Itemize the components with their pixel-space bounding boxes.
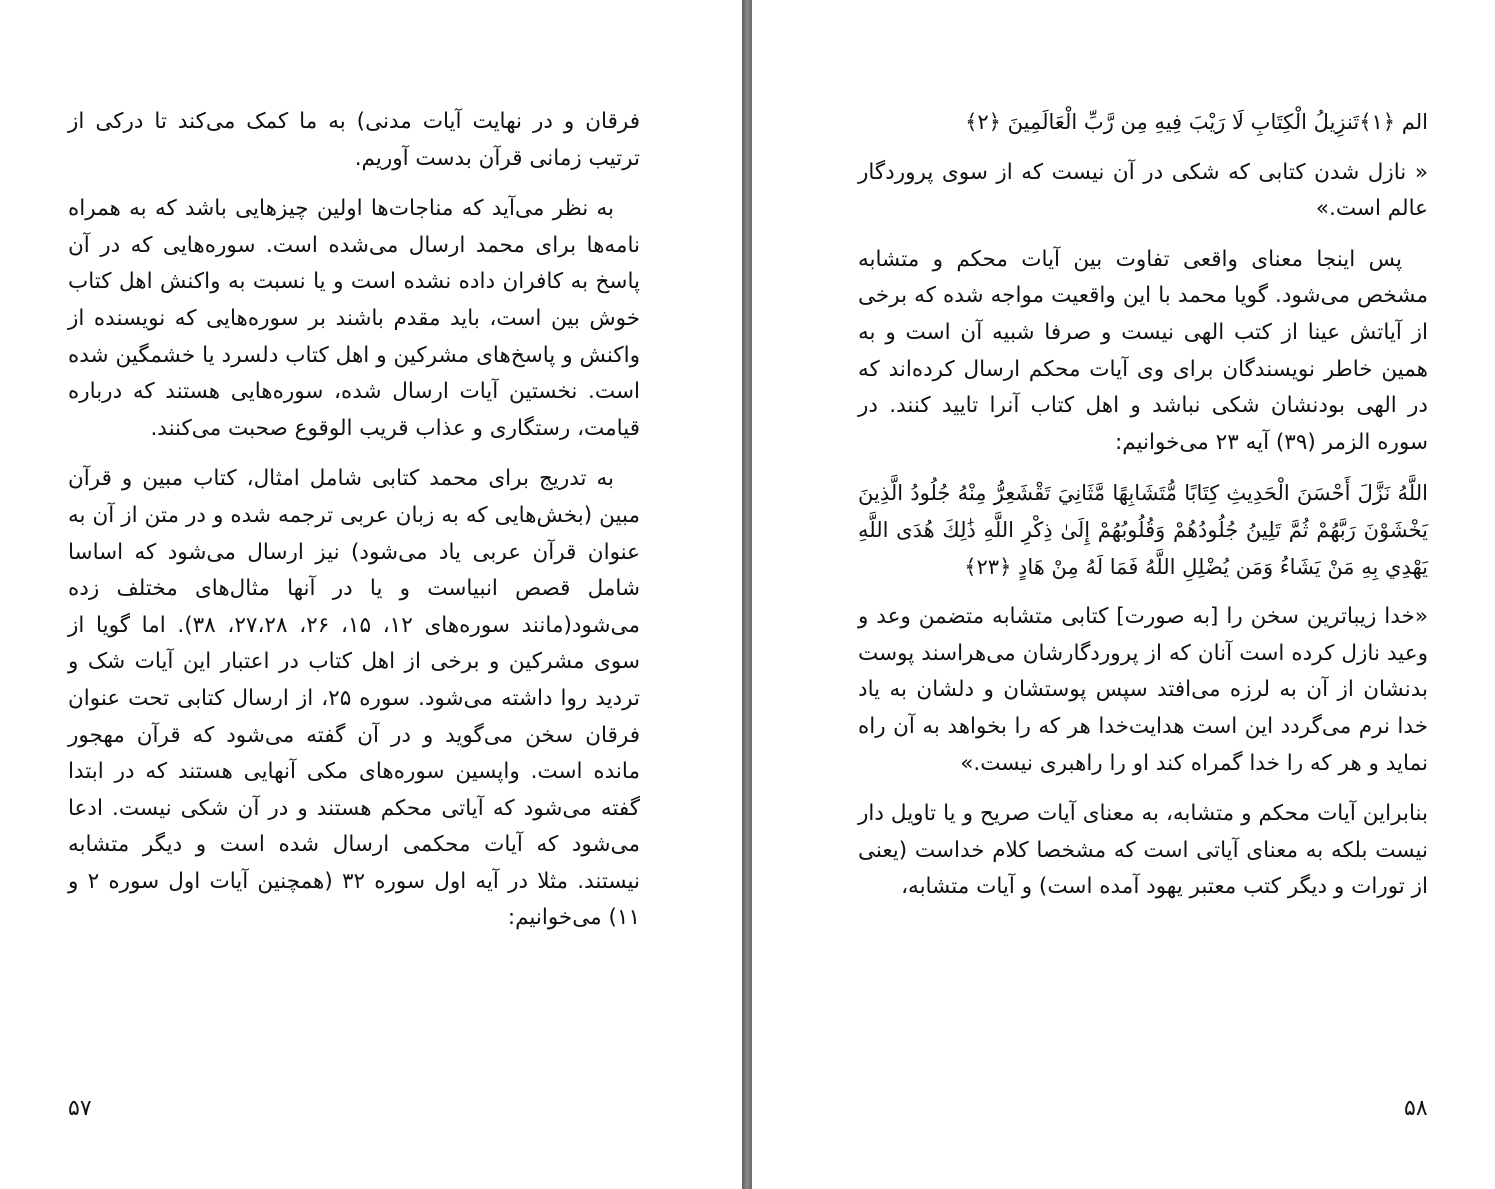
left-paragraph-3: به تدریج برای محمد کتابی شامل امثال، کتاب مبین و قرآن مبین (بخش‌هایی که به زبان عربی ترجمه شده و در متن از آن به عنوان قرآن عربی یاد می‌شود) نیز ارسال می‌شود که اساسا شامل قصص انبیاست و یا در آنها مثال‌های مختلف زده می‌شود(مانند سوره‌های ۱۲، ۱۵، ۲۶، ۲۷،۲۸، ۳۸). اما گویا از سوی مشرکین و برخی از اهل کتاب در اعتبار این آیات شک و تردید روا داشته می‌شود. سوره ۲۵، از ارسال کتابی تحت عنوان فرقان سخن می‌گوید و در آن گفته می‌شود که قرآن مهجور مانده است. واپسین سوره‌های مکی آنهایی هستند که در ابتدا گفته می‌شود که آیاتی محکم هستند و در آن شکی نیست. ادعا می‌شود که آیات محکمی ارسال شده است و دیگر متشابه نیستند. مثلا در آیه اول سوره ۳۲ (همچنین آیات اول سوره ۲ و ۱۱) می‌خوانیم: <box>68 466 640 931</box>
left-page-number: ۵۷ <box>68 1096 92 1121</box>
left-page <box>0 0 742 1189</box>
right-page-number: ۵۸ <box>1404 1096 1428 1121</box>
right-page <box>752 0 1495 1189</box>
right-page-body <box>858 104 1428 920</box>
right-paragraph-1: پس اینجا معنای واقعی تفاوت بین آیات محکم و متشابه مشخص می‌شود. گویا محمد با این واقعیت مواجه شده که برخی از آیاتش عینا از کتب الهی نیست و صرفا شبیه آن است و به همین خاطر نویسندگان برای وی آیات محکم ارسال کرده‌اند که در الهی بودنشان شکی نباشد و اهل کتاب آنرا تایید کنند. در سوره الزمر (۳۹) آیه ۲۳ می‌خوانیم: <box>858 246 1428 455</box>
right-paragraph-2: بنابراین آیات محکم و متشابه، به معنای آیات صریح و یا تاویل دار نیست بلکه به معنای آیاتی است که مشخصا کلام خداست (یعنی از تورات و دیگر کتب معتبر یهود آمده است) و آیات متشابه، <box>858 801 1428 900</box>
quran-verse-2: اللَّهُ نَزَّلَ أَحْسَنَ الْحَدِيثِ كِتَابًا مُّتَشَابِهًا مَّثَانِيَ تَقْشَعِرُّ مِنْهُ جُلُودُ الَّذِينَ يَخْشَوْنَ رَبَّهُمْ ثُمَّ تَلِينُ جُلُودُهُمْ وَقُلُوبُهُمْ إِلَىٰ ذِكْرِ اللَّهِ ذَٰلِكَ هُدَى اللَّهِ يَهْدِي بِهِ مَنْ يَشَاءُ وَمَن يُضْلِلِ اللَّهُ فَمَا لَهُ مِنْ هَادٍ ﴿٢٣﴾ <box>858 481 1428 579</box>
quran-verse-1: الم ﴿١﴾تَنزِيلُ الْكِتَابِ لَا رَيْبَ فِيهِ مِن رَّبِّ الْعَالَمِينَ ﴿٢﴾ <box>965 110 1428 134</box>
verse-1-translation: « نازل شدن کتابی که شکی در آن نیست که از سوی پروردگار عالم است.» <box>858 159 1428 222</box>
verse-2-translation: «خدا زیباترین سخن را [به صورت] کتابی متشابه متضمن وعد و وعید نازل کرده است آنان که از پروردگارشان می‌هراسند پوست بدنشان از آن به لرزه می‌افتد سپس پوستشان و دلشان به یاد خدا نرم می‌گردد این است هدایت‌خدا هر که را بخواهد به آن راه نماید و هر که را خدا گمراه کند او را راهبری نیست.» <box>858 604 1428 776</box>
left-paragraph-2: به نظر می‌آید که مناجات‌ها اولین چیزهایی باشد که به همراه نامه‌ها برای محمد ارسال می‌شده است. سوره‌هایی که در آن پاسخ به کافران داده نشده است و یا نسبت به واکنش اهل کتاب خوش بین است، باید مقدم باشند بر سوره‌هایی که نویسنده از واکنش و پاسخ‌های مشرکین و اهل کتاب دلسرد یا خشمگین شده است. نخستین آیات ارسال شده، سوره‌هایی هستند که درباره قیامت، رستگاری و عذاب قریب الوقوع صحبت می‌کنند. <box>68 196 640 441</box>
left-page-body <box>68 104 640 951</box>
left-paragraph-1: فرقان و در نهایت آیات مدنی) به ما کمک می‌کند تا درکی از ترتیب زمانی قرآن بدست آوریم. <box>68 109 640 171</box>
book-gutter <box>742 0 752 1189</box>
